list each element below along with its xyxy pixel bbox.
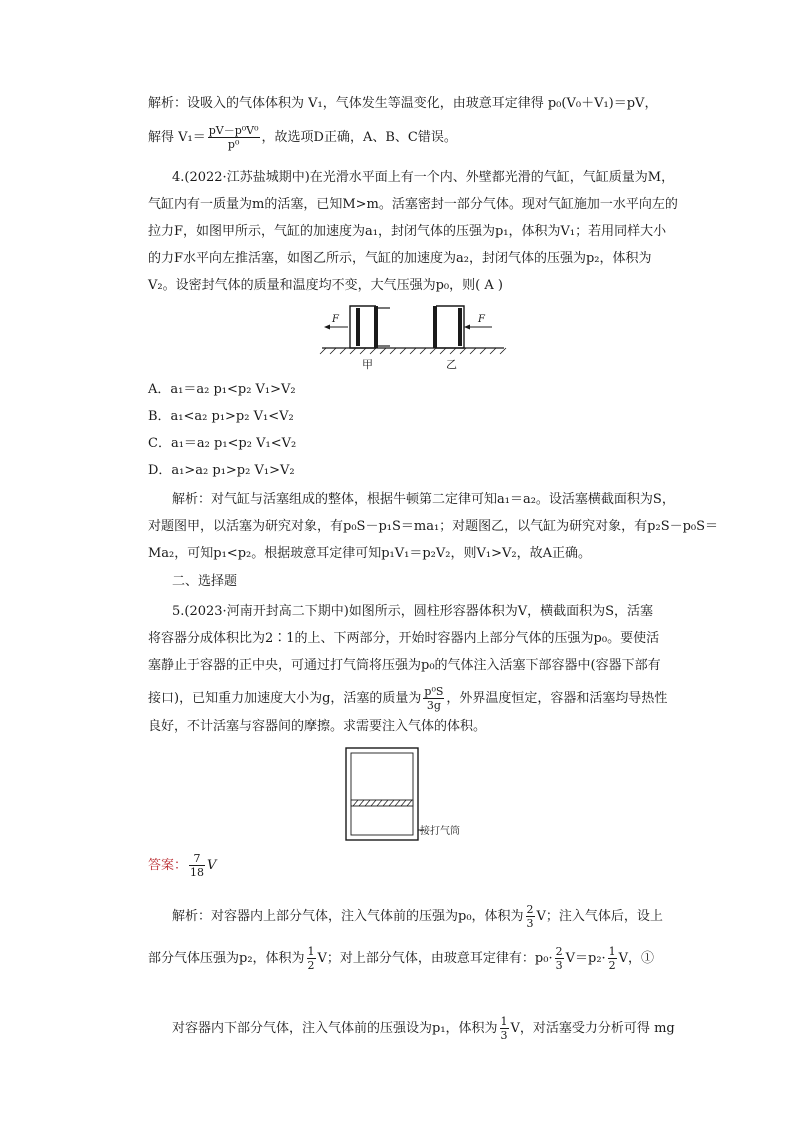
q5-stem-line1: 5.(2023·河南开封高二下期中)如图所示，圆柱形容器体积为V，横截面积为S，活塞 [172, 604, 654, 619]
section-title: 二、选择题 [172, 574, 238, 589]
q5-stem-line2: 将容器分成体积比为2∶1的上、下两部分，开始时容器内上部分气体的压强为p₀。要使活 [148, 631, 660, 646]
fraction: $\frac{\text{pV－p⁰V⁰}}{\text{p⁰}}$ [208, 124, 259, 151]
fraction: $\frac{2}{3}$ [555, 945, 563, 972]
q4-option-b: B．a₁<a₂ p₁>p₂ V₁<V₂ [148, 409, 294, 424]
cylinder-jia-wall [374, 306, 378, 348]
q4-stem-line3: 拉力F，如图甲所示，气缸的加速度为a₁，封闭气体的压强为p₁，体积为V₁；若用同样大小 [148, 224, 667, 239]
container-figure [340, 746, 480, 844]
q4-analysis-line3: Ma₂，可知p₁<p₂。根据玻意耳定律可知p₁V₁＝p₂V₂，则V₁>V₂，故A正确。 [148, 546, 591, 561]
container-outer [346, 748, 418, 840]
pump-port-label: 接打气筒 [420, 826, 460, 837]
figure-label-jia: 甲 [362, 358, 373, 371]
fraction: $\frac{1}{2}$ [307, 945, 315, 972]
cylinder-figure [318, 300, 508, 372]
q3-analysis-line1: 解析：设吸入的气体体积为 V₁，气体发生等温变化，由玻意耳定律得 p₀(V₀＋V₁)＝pV， [148, 96, 658, 111]
q5-stem-line4: 接口)，已知重力加速度大小为g，活塞的质量为 $\frac{\text{p⁰S}}{3g}$ ，外界温度恒定，容器和活塞均导热性 [148, 685, 668, 712]
q4-analysis-line1: 解析：对气缸与活塞组成的整体，根据牛顿第二定律可知a₁＝a₂。设活塞横截面积为S， [172, 492, 675, 507]
q4-option-c: C．a₁＝a₂ p₁<p₂ V₁<V₂ [148, 436, 297, 451]
q4-stem-line2: 气缸内有一质量为m的活塞，已知M>m。活塞密封一部分气体。现对气缸施加一水平向左的 [148, 197, 678, 212]
q5-analysis-line3: 对容器内下部分气体，注入气体前的压强设为p₁，体积为 $\frac{1}{3}$ V，对活塞受力分析可得 mg [172, 1015, 675, 1042]
q5-analysis-line2: 部分气体压强为p₂，体积为 $\frac{1}{2}$ V；对上部分气体，由玻意耳定律有：p₀· $\frac{2}{3}$ V＝p₂· $\frac{1}{2}$ V，① [148, 945, 655, 972]
q5-stem-line5: 良好，不计活塞与容器间的摩擦。求需要注入气体的体积。 [148, 719, 487, 734]
q4-option-a: A．a₁＝a₂ p₁<p₂ V₁>V₂ [148, 382, 296, 397]
q5-analysis-line1: 解析：对容器内上部分气体，注入气体前的压强为p₀，体积为 $\frac{2}{3}$ V；注入气体后，设上 [172, 903, 663, 930]
fraction: $\frac{2}{3}$ [526, 903, 534, 930]
force-label-jia: F [332, 314, 339, 325]
piston-jia [356, 308, 360, 346]
q4-analysis-line2: 对题图甲，以活塞为研究对象，有p₀S－p₁S＝ma₁；对题图乙，以气缸为研究对象，有p₂S－p₀S＝ [148, 519, 719, 534]
ground-hatch [320, 348, 506, 354]
cylinder-jia [324, 306, 390, 348]
cylinder-yi [433, 306, 492, 348]
q4-option-d: D．a₁>a₂ p₁>p₂ V₁>V₂ [148, 463, 295, 478]
q5-answer: 答案： $\frac{7}{18}$ V [148, 852, 217, 879]
fraction: $\frac{7}{18}$ [190, 852, 205, 879]
fraction: $\frac{1}{3}$ [500, 1015, 508, 1042]
cylinder-yi-wall [433, 306, 437, 348]
q5-stem-line3: 塞静止于容器的正中央，可通过打气筒将压强为p₀的气体注入活塞下部容器中(容器下部有 [148, 658, 661, 673]
q3-analysis-line2: 解得 V₁＝ $\frac{\text{pV－p⁰V⁰}}{\text{p⁰}}$ ，故选项D正确，A、B、C错误。 [148, 124, 457, 151]
q4-stem-line1: 4.(2022·江苏盐城期中)在光滑水平面上有一个内、外壁都光滑的气缸，气缸质量为M， [172, 170, 675, 185]
q4-stem-line5: V₂。设密封气体的质量和温度均不变，大气压强为p₀，则( A ) [148, 278, 503, 293]
force-label-yi: F [478, 314, 485, 325]
figure-label-yi: 乙 [446, 358, 457, 371]
fraction: $\frac{1}{2}$ [608, 945, 616, 972]
container-inner [351, 753, 413, 835]
answer-label: 答案： [148, 858, 188, 873]
piston-yi [458, 308, 462, 346]
fraction: $\frac{\text{p⁰S}}{3g}$ [424, 685, 444, 712]
q4-stem-line4: 的力F水平向左推活塞，如图乙所示，气缸的加速度为a₂，封闭气体的压强为p₂，体积为 [148, 251, 652, 266]
